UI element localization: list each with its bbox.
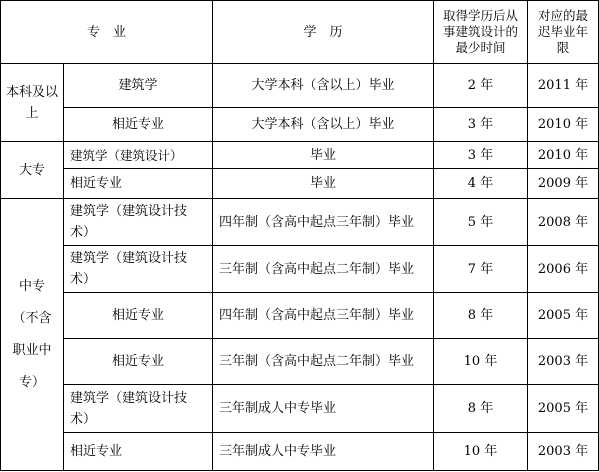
cell-time: 3 年 [467, 117, 494, 132]
cell-year: 2008 年 [537, 214, 589, 230]
cell-year: 2010 年 [537, 147, 589, 163]
cell-education: 毕业 [309, 176, 336, 191]
header-major: 专 业 [86, 24, 126, 40]
rule [0, 470, 599, 471]
cell-major: 相近专业 [111, 308, 164, 323]
cell-year: 2006 年 [537, 261, 589, 277]
cell-major: 相近专业 [70, 444, 123, 459]
cell-year: 2005 年 [537, 308, 589, 323]
header-min-time: 取得学历后从事建筑设计的最少时间 [442, 8, 518, 55]
cell-major: 建筑学（建筑设计技术） [70, 390, 188, 427]
cell-major: 建筑学 [118, 78, 158, 93]
cell-education: 三年制（含高中起点二年制）毕业 [219, 261, 415, 277]
cell-major: 相近专业 [111, 117, 164, 132]
cell-education: 三年制成人中专毕业 [219, 444, 337, 459]
cell-year: 2009 年 [537, 176, 589, 191]
cell-year: 2003 年 [537, 444, 589, 459]
cell-education: 大学本科（含以上）毕业 [251, 117, 395, 132]
cell-time: 10 年 [463, 354, 498, 369]
cell-time: 8 年 [467, 308, 494, 323]
cell-major: 建筑学（建筑设计技术） [70, 204, 188, 240]
cell-year: 2010 年 [537, 117, 589, 132]
cell-time: 4 年 [467, 176, 494, 191]
cell-major: 建筑学（建筑设计技术） [70, 251, 188, 287]
cell-time: 2 年 [467, 78, 494, 93]
cell-year: 2005 年 [537, 401, 589, 416]
group-label-bachelor: 本科及以上 [5, 84, 58, 121]
header-latest-year: 对应的最迟毕业年限 [537, 8, 588, 55]
cell-year: 2011 年 [537, 78, 589, 93]
cell-major: 相近专业 [111, 354, 164, 369]
cell-time: 8 年 [467, 401, 494, 416]
group-label-college: 大专 [18, 162, 45, 178]
cell-education: 四年制（含高中起点三年制）毕业 [219, 214, 415, 230]
cell-time: 10 年 [463, 444, 498, 459]
cell-year: 2003 年 [537, 354, 589, 369]
cell-time: 7 年 [467, 261, 494, 277]
cell-education: 三年制（含高中起点二年制）毕业 [219, 354, 415, 369]
group-label-secondary: 中专（不含职业中专） [12, 278, 52, 390]
cell-time: 5 年 [467, 214, 494, 230]
cell-education: 大学本科（含以上）毕业 [251, 78, 395, 93]
cell-time: 3 年 [467, 147, 494, 163]
header-education: 学 历 [303, 24, 343, 40]
cell-major: 相近专业 [70, 176, 123, 191]
cell-major: 建筑学（建筑设计） [70, 147, 183, 163]
cell-education: 四年制（含高中起点三年制）毕业 [219, 308, 415, 323]
cell-education: 毕业 [309, 147, 336, 163]
cell-education: 三年制成人中专毕业 [219, 401, 337, 416]
